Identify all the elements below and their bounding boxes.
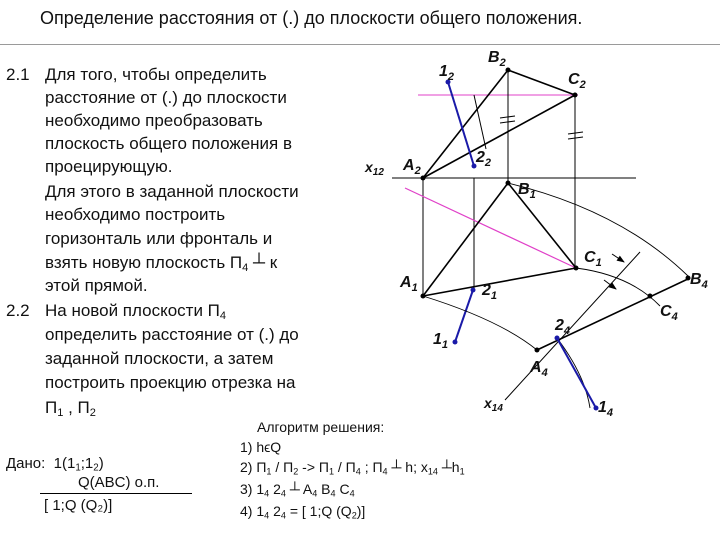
triangle-horizontal-projection — [423, 183, 576, 296]
label-a4: $A_4$ — [530, 359, 548, 379]
label-x12: $x_{12}$ — [365, 159, 384, 178]
section-2-2-line: заданной плоскости, а затем — [45, 349, 274, 368]
text-run: 2) П — [240, 459, 267, 475]
line-in-frontal — [474, 95, 486, 149]
text-run: взять новую плоскость П — [45, 253, 243, 272]
label-x14: $x_{14}$ — [484, 395, 503, 414]
horizontal-h1-line — [405, 188, 576, 268]
section-2-1-line: этой прямой. — [45, 276, 148, 295]
triangle-frontal-projection — [423, 70, 575, 178]
arrow-mark — [604, 280, 616, 289]
section-2-1-line: Для этого в заданной плоскости — [45, 182, 299, 201]
section-2-1-line: необходимо построить — [45, 205, 226, 224]
section-2-1-number: 2.1 — [6, 65, 30, 84]
subscript: 4 — [264, 510, 270, 521]
subscript: 2 — [93, 462, 99, 474]
given-label: Дано: — [6, 455, 46, 472]
text-run: B — [317, 481, 331, 497]
label-2-1: $2_1$ — [482, 282, 498, 302]
text-run: / П — [334, 459, 356, 475]
arrow-mark — [612, 254, 624, 262]
point-c2 — [573, 93, 578, 98]
slide-title: Определение расстояния от (.) до плоскости общего положения. — [40, 8, 583, 28]
label-1-1: $1_1$ — [433, 331, 449, 351]
text-run: 2 — [269, 481, 281, 497]
point-a2 — [421, 176, 426, 181]
subscript: 4 — [280, 510, 286, 521]
subscript: 4 — [349, 488, 355, 499]
text-run: ┴ A — [285, 481, 313, 497]
text-run: П — [45, 398, 58, 417]
edge-a2-c2 — [423, 95, 575, 178]
subscript: 2 — [293, 466, 299, 477]
label-a2: $A_2$ — [403, 157, 421, 177]
point-a1 — [421, 294, 426, 299]
label-c4: $C_4$ — [660, 303, 678, 323]
text-run: C — [335, 481, 350, 497]
text-run: ┴ h; x — [387, 459, 428, 475]
label-1-4: $1_4$ — [598, 399, 614, 419]
point-a4 — [535, 348, 540, 353]
section-2-1-line: плоскость общего положения в — [45, 134, 292, 153]
text-run: / П — [271, 459, 294, 475]
text-run: 1(1 — [53, 455, 76, 472]
subscript: 1 — [266, 466, 272, 477]
edge-a1-b1 — [423, 183, 508, 296]
label-a1: $A_1$ — [400, 274, 418, 294]
label-b2: $B_2$ — [488, 49, 506, 69]
edge-a2-b2 — [423, 70, 508, 178]
point-b1 — [506, 181, 511, 186]
algorithm-step-1: 1) hϵQ — [240, 439, 282, 455]
point-c1 — [574, 266, 579, 271]
point-2-1 — [471, 288, 476, 293]
subscript: 4 — [312, 488, 318, 499]
point-b2 — [506, 68, 511, 73]
algorithm-heading: Алгоритм решения: — [257, 419, 385, 435]
section-2-1-line: необходимо преобразовать — [45, 111, 263, 130]
subscript: 1 — [57, 406, 64, 419]
subscript: 4 — [330, 488, 336, 499]
point-c4 — [648, 294, 653, 299]
text-run: ; П — [360, 459, 383, 475]
label-2-4: $2_4$ — [555, 317, 571, 337]
text-run: 3) 1 — [240, 481, 265, 497]
section-2-2-line: определить расстояние от (.) до — [45, 325, 299, 344]
text-run: -> П — [298, 459, 329, 475]
subscript: 4 — [219, 309, 227, 322]
text-run: , П — [63, 398, 90, 417]
text-run: ) — [98, 455, 104, 472]
text-run: На новой плоскости П — [45, 301, 220, 320]
given-line-2: Q(ABC) о.п. — [78, 474, 160, 491]
label-1-2: $1_2$ — [439, 63, 455, 83]
text-run: = [ 1;Q (Q — [285, 503, 352, 519]
label-2-2: $2_2$ — [476, 149, 492, 169]
subscript: 4 — [264, 488, 270, 499]
subscript: 4 — [355, 466, 361, 477]
given-line-3: [ 1;Q (Q₂)] — [44, 497, 113, 514]
distance-segment-1-4-2-4 — [557, 338, 596, 408]
subscript: 4 — [382, 466, 388, 477]
section-2-2-number: 2.2 — [6, 301, 30, 320]
subscript: 4 — [242, 261, 249, 274]
axis-x14-line — [505, 252, 640, 400]
section-2-1-line: Для того, чтобы определить — [45, 65, 267, 84]
subscript: 1 — [75, 462, 81, 474]
point-1-1 — [453, 340, 458, 345]
section-2-1-line: проецирующую. — [45, 157, 173, 176]
text-run: ┴h — [438, 459, 460, 475]
section-2-2-line: построить проекцию отрезка на — [45, 373, 296, 392]
subscript: 1 — [459, 466, 465, 477]
label-b1: $B_1$ — [518, 181, 536, 201]
transfer-arc-c — [576, 268, 660, 306]
edge-a1-c1 — [423, 268, 576, 296]
subscript: 1 — [328, 466, 335, 477]
label-c2: $C_2$ — [568, 71, 586, 91]
label-b4: $B_4$ — [690, 271, 708, 291]
label-c1: $C_1$ — [584, 249, 602, 269]
subscript: 2 — [351, 510, 357, 521]
text-run: 2 — [269, 503, 281, 519]
subscript: 4 — [280, 488, 286, 499]
section-2-1-line: горизонталь или фронталь и — [45, 229, 273, 248]
text-run: 4) 1 — [240, 503, 265, 519]
segment-1-1-2-1-horizontal — [455, 290, 473, 342]
text-run: ;1 — [80, 455, 94, 472]
text-run: )] — [356, 503, 366, 519]
subscript: 14 — [427, 466, 438, 477]
text-run: ┴ к — [248, 253, 278, 272]
section-2-1-line: расстояние от (.) до плоскости — [45, 88, 287, 107]
subscript: 2 — [89, 406, 96, 419]
point-2-4 — [555, 336, 560, 341]
edge-b2-c2 — [508, 70, 575, 95]
